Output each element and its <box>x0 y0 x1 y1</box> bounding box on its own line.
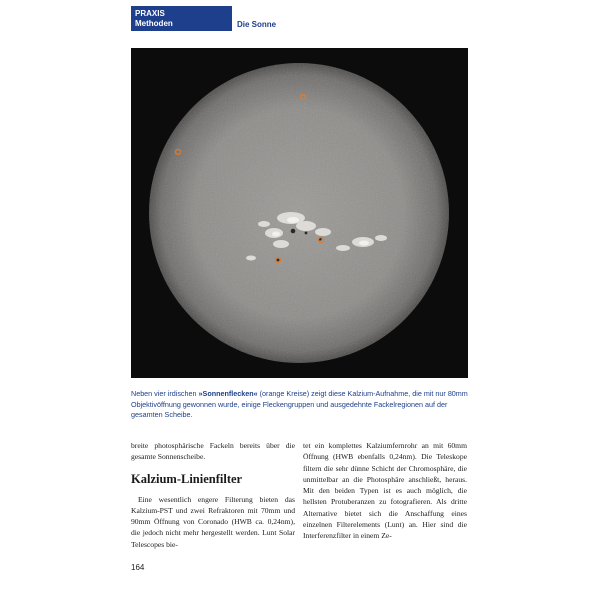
subsection-label: Methoden <box>135 19 173 28</box>
chapter-title: Die Sonne <box>237 20 277 29</box>
sun-calcium-photo <box>131 48 468 378</box>
caption-part2: (orange Kreise) zeigt diese Kalzium-Aufnahme, die mit nur 80mm Objektivöffnung gewonnen wurde, einige Fleckengruppen und ausgedehnte Fackelregionen auf der gesamten Scheibe. <box>131 389 468 420</box>
section-label: PRAXIS <box>135 9 165 18</box>
page-number: 164 <box>131 563 145 572</box>
solar-texture <box>131 48 468 378</box>
section-header-box <box>131 6 232 31</box>
text-column-left <box>131 440 295 550</box>
sun-image <box>131 48 468 378</box>
caption-emphasis: »Sonnenflecken« <box>198 389 258 398</box>
text-column-right <box>303 440 467 542</box>
left-intro-paragraph: breite photosphärische Fackeln bereits über die gesamte Sonnenscheibe. <box>131 441 295 462</box>
image-caption <box>131 389 471 421</box>
section-heading: Kalzium-Linienfilter <box>131 471 243 486</box>
right-body-paragraph: tet ein komplettes Kalziumfernrohr an mit 60mm Öffnung (HWB ebenfalls 0,24nm). Die Teleskope filtern die sehr dünne Schicht der Chromosphäre, die unmittelbar an die Photosphäre anschließt, heraus. Mit den beiden Typen ist es auch möglich, die hellsten Protuberanzen zu fotografieren. Als dritte Alternative bietet sich die Anschaffung eines einzelnen Filterelements (Lunt) an. Hier sind die Interferenzfilter in einem Ze- <box>303 441 467 541</box>
caption-part1: Neben vier irdischen <box>131 389 199 398</box>
left-body-paragraph: Eine wesentlich engere Filterung bieten das Kalzium-PST und zwei Refraktoren mit 70mm und 90mm Öffnung von Coronado (HWB ca. 0,24nm), die jedoch nicht mehr hergestellt werden. Lunt Solar Telescopes bie- <box>131 494 295 549</box>
